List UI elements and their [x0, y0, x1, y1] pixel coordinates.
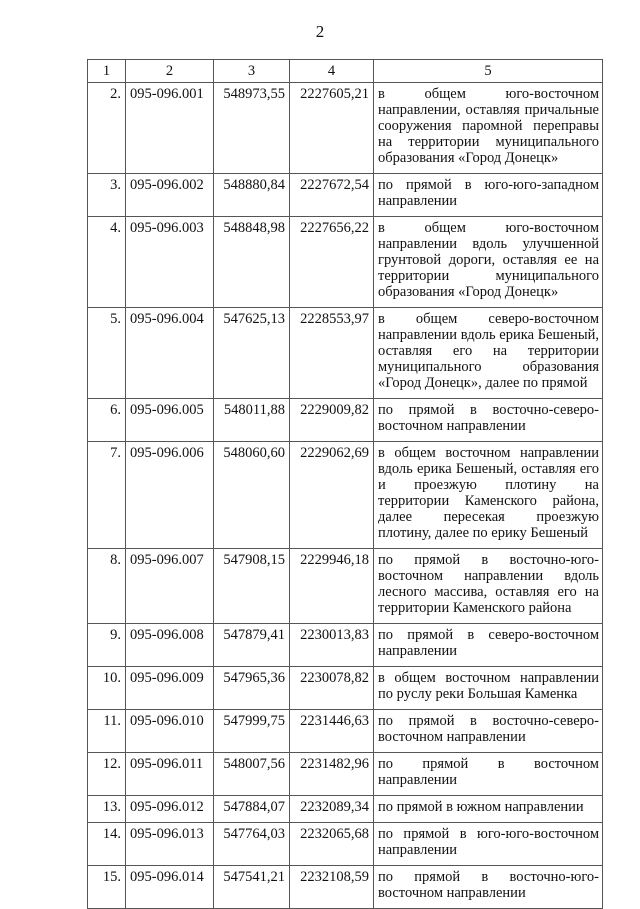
- row-number-cell: 15.: [88, 866, 126, 909]
- table-row: [88, 174, 603, 217]
- table-row: [88, 624, 603, 667]
- header-cell-3: 3: [214, 60, 290, 83]
- coordinate-x-cell: 547879,41: [214, 624, 290, 667]
- point-code-cell: 095-096.010: [126, 710, 214, 753]
- coordinate-y-cell: 2232108,59: [290, 866, 374, 909]
- table-row: [88, 308, 603, 399]
- page-number: 2: [315, 22, 325, 41]
- coordinate-y-cell: 2229062,69: [290, 442, 374, 549]
- point-code-cell: 095-096.002: [126, 174, 214, 217]
- table-row: [88, 866, 603, 909]
- coordinate-y-cell: 2232065,68: [290, 823, 374, 866]
- point-code-cell: 095-096.008: [126, 624, 214, 667]
- direction-description-cell: по прямой в восточном направлении: [374, 753, 603, 796]
- coordinate-y-cell: 2231446,63: [290, 710, 374, 753]
- coordinate-x-cell: 547625,13: [214, 308, 290, 399]
- table-row: [88, 667, 603, 710]
- direction-description-cell: по прямой в восточно-северо-восточном направлении: [374, 399, 603, 442]
- row-number-cell: 10.: [88, 667, 126, 710]
- row-number-cell: 7.: [88, 442, 126, 549]
- coordinate-x-cell: 548060,60: [214, 442, 290, 549]
- row-number-cell: 4.: [88, 217, 126, 308]
- direction-description-cell: по прямой в восточно-юго-восточном направлении: [374, 866, 603, 909]
- row-number-cell: 5.: [88, 308, 126, 399]
- direction-description-cell: в общем северо-восточном направлении вдоль ерика Бешеный, оставляя его на территории муниципального образования «Город Донецк», далее по прямой: [374, 308, 603, 399]
- table-row: [88, 442, 603, 549]
- table-row: [88, 796, 603, 823]
- header-cell-1: 1: [88, 60, 126, 83]
- direction-description-cell: по прямой в юго-юго-западном направлении: [374, 174, 603, 217]
- coordinate-x-cell: 548973,55: [214, 83, 290, 174]
- coordinate-x-cell: 548011,88: [214, 399, 290, 442]
- coordinate-x-cell: 548848,98: [214, 217, 290, 308]
- coordinate-y-cell: 2227672,54: [290, 174, 374, 217]
- table-row: [88, 710, 603, 753]
- row-number-cell: 13.: [88, 796, 126, 823]
- coordinate-y-cell: 2230013,83: [290, 624, 374, 667]
- direction-description-cell: по прямой в восточно-северо-восточном направлении: [374, 710, 603, 753]
- direction-description-cell: по прямой в восточно-юго-восточном направлении вдоль лесного массива, оставляя его на территории Каменского района: [374, 549, 603, 624]
- table-row: [88, 549, 603, 624]
- row-number-cell: 8.: [88, 549, 126, 624]
- point-code-cell: 095-096.011: [126, 753, 214, 796]
- direction-description-cell: в общем юго-восточном направлении вдоль улучшенной грунтовой дороги, оставляя ее на территории муниципального образования «Город Донецк»: [374, 217, 603, 308]
- coordinate-x-cell: 547541,21: [214, 866, 290, 909]
- coordinate-x-cell: 547764,03: [214, 823, 290, 866]
- table-header-row: [88, 60, 603, 83]
- point-code-cell: 095-096.009: [126, 667, 214, 710]
- table-row: [88, 399, 603, 442]
- direction-description-cell: по прямой в юго-юго-восточном направлении: [374, 823, 603, 866]
- boundary-points-table: [87, 59, 603, 909]
- coordinate-y-cell: 2227656,22: [290, 217, 374, 308]
- point-code-cell: 095-096.006: [126, 442, 214, 549]
- direction-description-cell: в общем юго-восточном направлении, оставляя причальные сооружения паромной переправы на территории муниципального образования «Город Донецк»: [374, 83, 603, 174]
- direction-description-cell: по прямой в южном направлении: [374, 796, 603, 823]
- row-number-cell: 14.: [88, 823, 126, 866]
- point-code-cell: 095-096.001: [126, 83, 214, 174]
- direction-description-cell: в общем восточном направлении вдоль ерика Бешеный, оставляя его и проезжую плотину на территории Каменского района, далее пересекая проезжую плотину, далее по ерику Бешеный: [374, 442, 603, 549]
- point-code-cell: 095-096.007: [126, 549, 214, 624]
- point-code-cell: 095-096.012: [126, 796, 214, 823]
- header-cell-2: 2: [126, 60, 214, 83]
- row-number-cell: 11.: [88, 710, 126, 753]
- point-code-cell: 095-096.013: [126, 823, 214, 866]
- table-row: [88, 753, 603, 796]
- coordinate-y-cell: 2229009,82: [290, 399, 374, 442]
- coordinate-x-cell: 547908,15: [214, 549, 290, 624]
- row-number-cell: 6.: [88, 399, 126, 442]
- coordinate-x-cell: 547965,36: [214, 667, 290, 710]
- direction-description-cell: по прямой в северо-восточном направлении: [374, 624, 603, 667]
- direction-description-cell: в общем восточном направлении по руслу реки Большая Каменка: [374, 667, 603, 710]
- coordinate-y-cell: 2229946,18: [290, 549, 374, 624]
- coordinate-y-cell: 2232089,34: [290, 796, 374, 823]
- coordinate-y-cell: 2231482,96: [290, 753, 374, 796]
- row-number-cell: 3.: [88, 174, 126, 217]
- table-row: [88, 823, 603, 866]
- header-cell-5: 5: [374, 60, 603, 83]
- row-number-cell: 2.: [88, 83, 126, 174]
- row-number-cell: 9.: [88, 624, 126, 667]
- coordinate-y-cell: 2230078,82: [290, 667, 374, 710]
- coordinate-y-cell: 2227605,21: [290, 83, 374, 174]
- coordinate-x-cell: 548007,56: [214, 753, 290, 796]
- table-row: [88, 83, 603, 174]
- table-row: [88, 217, 603, 308]
- header-cell-4: 4: [290, 60, 374, 83]
- row-number-cell: 12.: [88, 753, 126, 796]
- point-code-cell: 095-096.003: [126, 217, 214, 308]
- coordinate-x-cell: 547884,07: [214, 796, 290, 823]
- point-code-cell: 095-096.005: [126, 399, 214, 442]
- point-code-cell: 095-096.014: [126, 866, 214, 909]
- coordinate-y-cell: 2228553,97: [290, 308, 374, 399]
- coordinate-x-cell: 548880,84: [214, 174, 290, 217]
- coordinate-x-cell: 547999,75: [214, 710, 290, 753]
- point-code-cell: 095-096.004: [126, 308, 214, 399]
